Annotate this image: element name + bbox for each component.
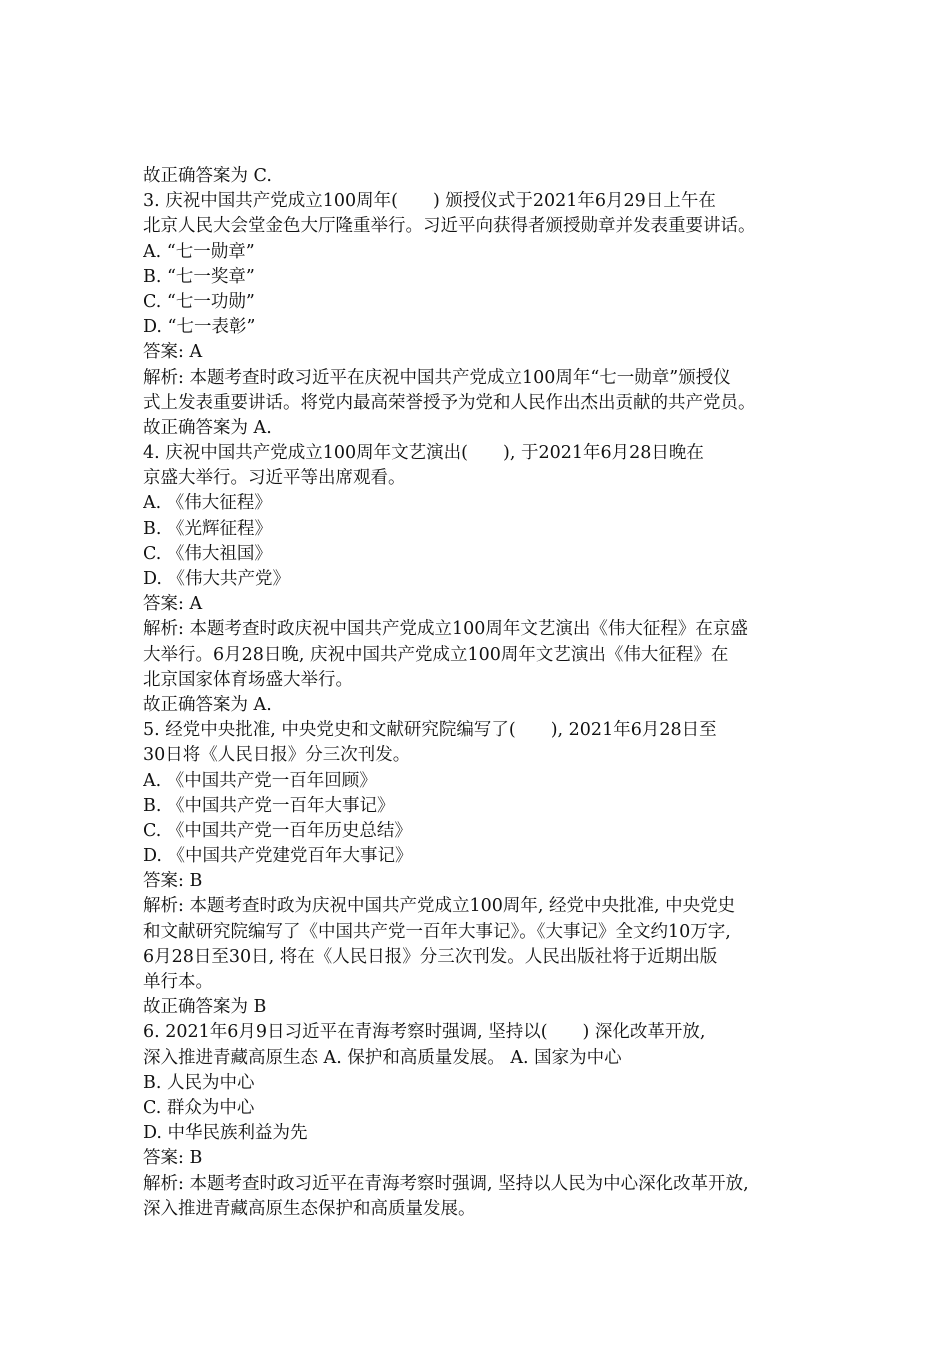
question-6-stem: 深入推进青藏高原生态 A. 保护和高质量发展。 A. 国家为中心 — [143, 1047, 622, 1068]
option-d: D. 《中国共产党建党百年大事记》 — [143, 846, 413, 867]
answer-line: 故正确答案为 A. — [143, 694, 272, 715]
option-d: D. 中华民族利益为先 — [143, 1123, 308, 1144]
explanation-line: 大举行。6月28日晚, 庆祝中国共产党成立100周年文艺演出《伟大征程》在 — [143, 644, 729, 665]
answer-line: 答案: B — [143, 1148, 203, 1169]
question-4-stem: 4. 庆祝中国共产党成立100周年文艺演出( ), 于2021年6月28日晚在 — [143, 443, 704, 464]
option-d: D. “七一表彰” — [143, 317, 256, 338]
answer-line: 答案: A — [143, 594, 203, 615]
question-3-stem: 北京人民大会堂金色大厅隆重举行。习近平向获得者颁授勋章并发表重要讲话。 — [143, 216, 756, 237]
explanation-line: 深入推进青藏高原生态保护和高质量发展。 — [143, 1198, 476, 1219]
option-b: B. 人民为中心 — [143, 1072, 255, 1093]
option-c: C. 《伟大祖国》 — [143, 543, 272, 564]
answer-line: 答案: B — [143, 871, 203, 892]
explanation-line: 北京国家体育场盛大举行。 — [143, 669, 353, 690]
answer-line: 故正确答案为 C. — [143, 166, 272, 186]
answer-line: 故正确答案为 A. — [143, 417, 272, 438]
explanation-line: 单行本。 — [143, 972, 213, 992]
option-a: A. “七一勋章” — [143, 241, 255, 262]
option-b: B. “七一奖章” — [143, 266, 255, 287]
question-3-stem: 3. 庆祝中国共产党成立100周年( ) 颁授仪式于2021年6月29日上午在 — [143, 191, 716, 212]
option-c: C. 《中国共产党一百年历史总结》 — [143, 820, 412, 841]
option-a: A. 《中国共产党一百年回顾》 — [143, 770, 377, 791]
explanation-line: 和文献研究院编写了《中国共产党一百年大事记》。《大事记》全文约10万字, — [143, 921, 731, 942]
document-page — [143, 164, 815, 1222]
answer-line: 故正确答案为 B — [143, 997, 267, 1018]
option-b: B. 《中国共产党一百年大事记》 — [143, 795, 395, 816]
explanation-line: 解析: 本题考查时政习近平在庆祝中国共产党成立100周年“七一勋章”颁授仪 — [143, 367, 731, 388]
question-5-stem: 5. 经党中央批准, 中央党史和文献研究院编写了( ), 2021年6月28日至 — [143, 720, 717, 741]
option-c: C. “七一功勋” — [143, 291, 255, 312]
question-5-stem: 30日将《人民日报》分三次刊发。 — [143, 745, 411, 766]
option-d: D. 《伟大共产党》 — [143, 569, 291, 589]
question-6-stem: 6. 2021年6月9日习近平在青海考察时强调, 坚持以( ) 深化改革开放, — [143, 1022, 706, 1043]
explanation-line: 解析: 本题考查时政为庆祝中国共产党成立100周年, 经党中央批准, 中央党史 — [143, 896, 736, 917]
explanation-line: 解析: 本题考查时政庆祝中国共产党成立100周年文艺演出《伟大征程》在京盛 — [143, 619, 748, 640]
option-a: A. 《伟大征程》 — [143, 493, 272, 514]
answer-line: 答案: A — [143, 342, 203, 363]
question-4-stem: 京盛大举行。习近平等出席观看。 — [143, 468, 406, 489]
option-c: C. 群众为中心 — [143, 1097, 255, 1118]
explanation-line: 式上发表重要讲话。将党内最高荣誉授予为党和人民作出杰出贡献的共产党员。 — [143, 392, 756, 413]
option-b: B. 《光辉征程》 — [143, 518, 272, 539]
explanation-line: 6月28日至30日, 将在《人民日报》分三次刊发。人民出版社将于近期出版 — [143, 946, 718, 967]
explanation-line: 解析: 本题考查时政习近平在青海考察时强调, 坚持以人民为中心深化改革开放, — [143, 1173, 749, 1194]
